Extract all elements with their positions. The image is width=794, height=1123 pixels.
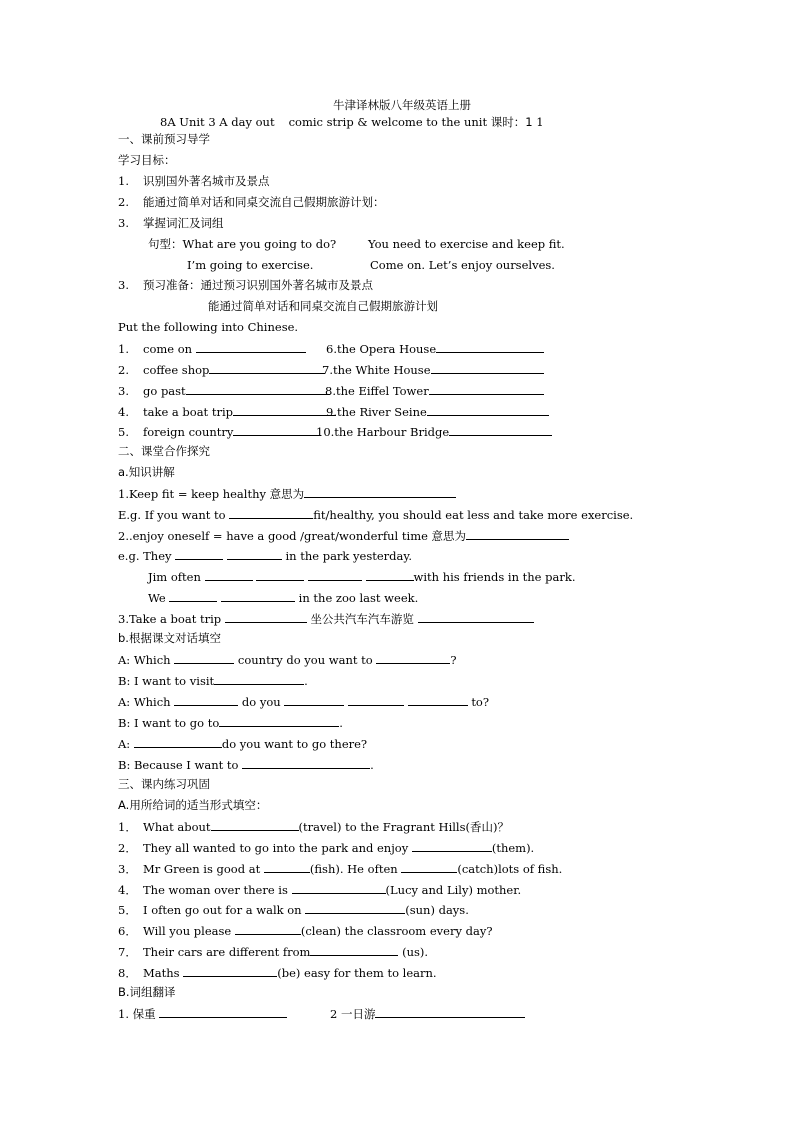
knowledge-example: We in the zoo last week.	[148, 591, 419, 605]
answer-blank[interactable]	[412, 840, 492, 852]
knowledge-point: 3.Take a boat trip 坐公共汽车汽车游览	[118, 611, 534, 626]
dialogue-label: b.根据课文对话填空	[118, 631, 221, 645]
answer-blank[interactable]	[196, 341, 306, 353]
exercise-item: 6． Will you please (clean) the classroom every day?	[118, 924, 493, 938]
answer-blank[interactable]	[209, 362, 325, 374]
pattern-label: 句型：	[148, 237, 183, 251]
knowledge-example: Jim often with his friends in the park.	[148, 570, 576, 584]
answer-blank[interactable]	[348, 694, 404, 706]
answer-blank[interactable]	[233, 424, 321, 436]
sentence-pattern: Come on. Let’s enjoy ourselves.	[370, 258, 555, 272]
phrase-row: 7.the White House	[322, 362, 544, 377]
answer-blank[interactable]	[174, 652, 234, 664]
phrase-translate-item: 2 一日游	[330, 1006, 525, 1021]
phrase-row: 8.the Eiffel Tower	[325, 383, 544, 398]
answer-blank[interactable]	[233, 404, 336, 416]
knowledge-example: E.g. If you want to fit/healthy, you should eat less and take more exercise.	[118, 508, 634, 522]
phrase-translate-item: 1. 保重	[118, 1006, 287, 1021]
unit-name: 8A Unit 3 A day out	[160, 115, 275, 129]
answer-blank[interactable]	[418, 611, 534, 623]
answer-blank[interactable]	[159, 1006, 287, 1018]
answer-blank[interactable]	[284, 694, 344, 706]
knowledge-example: e.g. They in the park yesterday.	[118, 549, 413, 563]
sentence-pattern: You need to exercise and keep fit.	[368, 237, 565, 251]
answer-blank[interactable]	[436, 341, 544, 353]
answer-blank[interactable]	[429, 383, 544, 395]
lesson-period: 课时：1	[490, 115, 533, 129]
exercise-item: 5． I often go out for a walk on (sun) days.	[118, 903, 469, 917]
dialogue-line: B: I want to visit .	[118, 674, 308, 688]
answer-blank[interactable]	[174, 694, 238, 706]
dialogue-line: B: I want to go to .	[118, 716, 343, 730]
phrase-row: 6.the Opera House	[326, 341, 544, 356]
section-heading-preview: 一、课前预习导学	[118, 132, 210, 146]
knowledge-point: 2..enjoy oneself = have a good /great/wonderful time 意思为	[118, 528, 569, 543]
answer-blank[interactable]	[235, 923, 301, 935]
answer-blank[interactable]	[264, 861, 310, 873]
answer-blank[interactable]	[214, 673, 304, 685]
answer-blank[interactable]	[308, 569, 362, 581]
answer-blank[interactable]	[169, 590, 217, 602]
sentence-pattern: I’m going to exercise.	[187, 258, 314, 272]
answer-blank[interactable]	[183, 965, 277, 977]
goal-item: 2. 能通过简单对话和同桌交流自己假期旅游计划：	[118, 195, 385, 209]
answer-blank[interactable]	[229, 507, 313, 519]
exercise-item: 8． Maths (be) easy for them to learn.	[118, 966, 437, 980]
section-heading-practice: 三、课内练习巩固	[118, 777, 210, 791]
answer-blank[interactable]	[242, 757, 370, 769]
exercise-b-label: B.词组翻译	[118, 985, 176, 999]
lesson-section: comic strip & welcome to the unit	[288, 115, 488, 129]
exercise-a-label: A.用所给词的适当形式填空：	[118, 798, 268, 812]
goal-item: 1. 识别国外著名城市及景点	[118, 174, 270, 188]
answer-blank[interactable]	[205, 569, 253, 581]
exercise-item: 1． What about (travel) to the Fragrant Hills(香山)？	[118, 820, 509, 834]
phrase-row: 5. foreign country	[118, 424, 321, 439]
goal-item: 3. 掌握词汇及词组	[118, 216, 224, 230]
translate-heading: Put the following into Chinese.	[118, 320, 299, 334]
answer-blank[interactable]	[466, 528, 569, 540]
dialogue-line: B: Because I want to .	[118, 758, 374, 772]
exercise-item: 3． Mr Green is good at (fish). He often (catch)lots of fish.	[118, 862, 563, 876]
answer-blank[interactable]	[227, 548, 282, 560]
answer-blank[interactable]	[219, 715, 339, 727]
dialogue-line: A: Which country do you want to ?	[118, 653, 457, 667]
exercise-item: 4． The woman over there is (Lucy and Lily) mother.	[118, 883, 522, 897]
phrase-row: 10.the Harbour Bridge	[316, 424, 552, 439]
lesson-subtitle: 8A Unit 3 A day out comic strip & welcome to the unit 课时：1 1	[160, 115, 544, 129]
section-heading-explore: 二、课堂合作探究	[118, 444, 210, 458]
phrase-row: 3. go past	[118, 383, 330, 398]
answer-blank[interactable]	[305, 902, 405, 914]
answer-blank[interactable]	[292, 882, 386, 894]
exercise-item: 2． They all wanted to go into the park and enjoy (them).	[118, 841, 535, 855]
answer-blank[interactable]	[449, 424, 552, 436]
phrase-row: 1. come on	[118, 341, 306, 356]
worksheet-title: 牛津译林版八年级英语上册	[333, 98, 471, 112]
answer-blank[interactable]	[401, 861, 457, 873]
answer-blank[interactable]	[186, 383, 330, 395]
answer-blank[interactable]	[375, 1006, 525, 1018]
answer-blank[interactable]	[175, 548, 223, 560]
phrase-row: 9.the River Seine	[326, 404, 549, 419]
prep-item: 3. 预习准备：通过预习识别国外著名城市及景点	[118, 278, 373, 292]
answer-blank[interactable]	[256, 569, 304, 581]
sentence-pattern-row: 句型：What are you going to do?	[148, 237, 337, 251]
phrase-row: 2. coffee shop	[118, 362, 325, 377]
exercise-item: 7． Their cars are different from (us).	[118, 945, 429, 959]
answer-blank[interactable]	[376, 652, 450, 664]
dialogue-line: A: Which do you to?	[118, 695, 490, 709]
knowledge-point: 1.Keep fit = keep healthy 意思为	[118, 486, 456, 501]
answer-blank[interactable]	[211, 819, 299, 831]
answer-blank[interactable]	[310, 944, 398, 956]
answer-blank[interactable]	[431, 362, 544, 374]
answer-blank[interactable]	[221, 590, 295, 602]
answer-blank[interactable]	[366, 569, 414, 581]
answer-blank[interactable]	[304, 486, 456, 498]
answer-blank[interactable]	[134, 736, 222, 748]
goals-label: 学习目标：	[118, 153, 176, 167]
prep-item-cont: 能通过简单对话和同桌交流自己假期旅游计划	[208, 299, 438, 313]
answer-blank[interactable]	[225, 611, 307, 623]
phrase-row: 4. take a boat trip	[118, 404, 336, 419]
answer-blank[interactable]	[427, 404, 549, 416]
dialogue-line: A: do you want to go there?	[118, 737, 368, 751]
knowledge-label: a.知识讲解	[118, 465, 175, 479]
answer-blank[interactable]	[408, 694, 468, 706]
